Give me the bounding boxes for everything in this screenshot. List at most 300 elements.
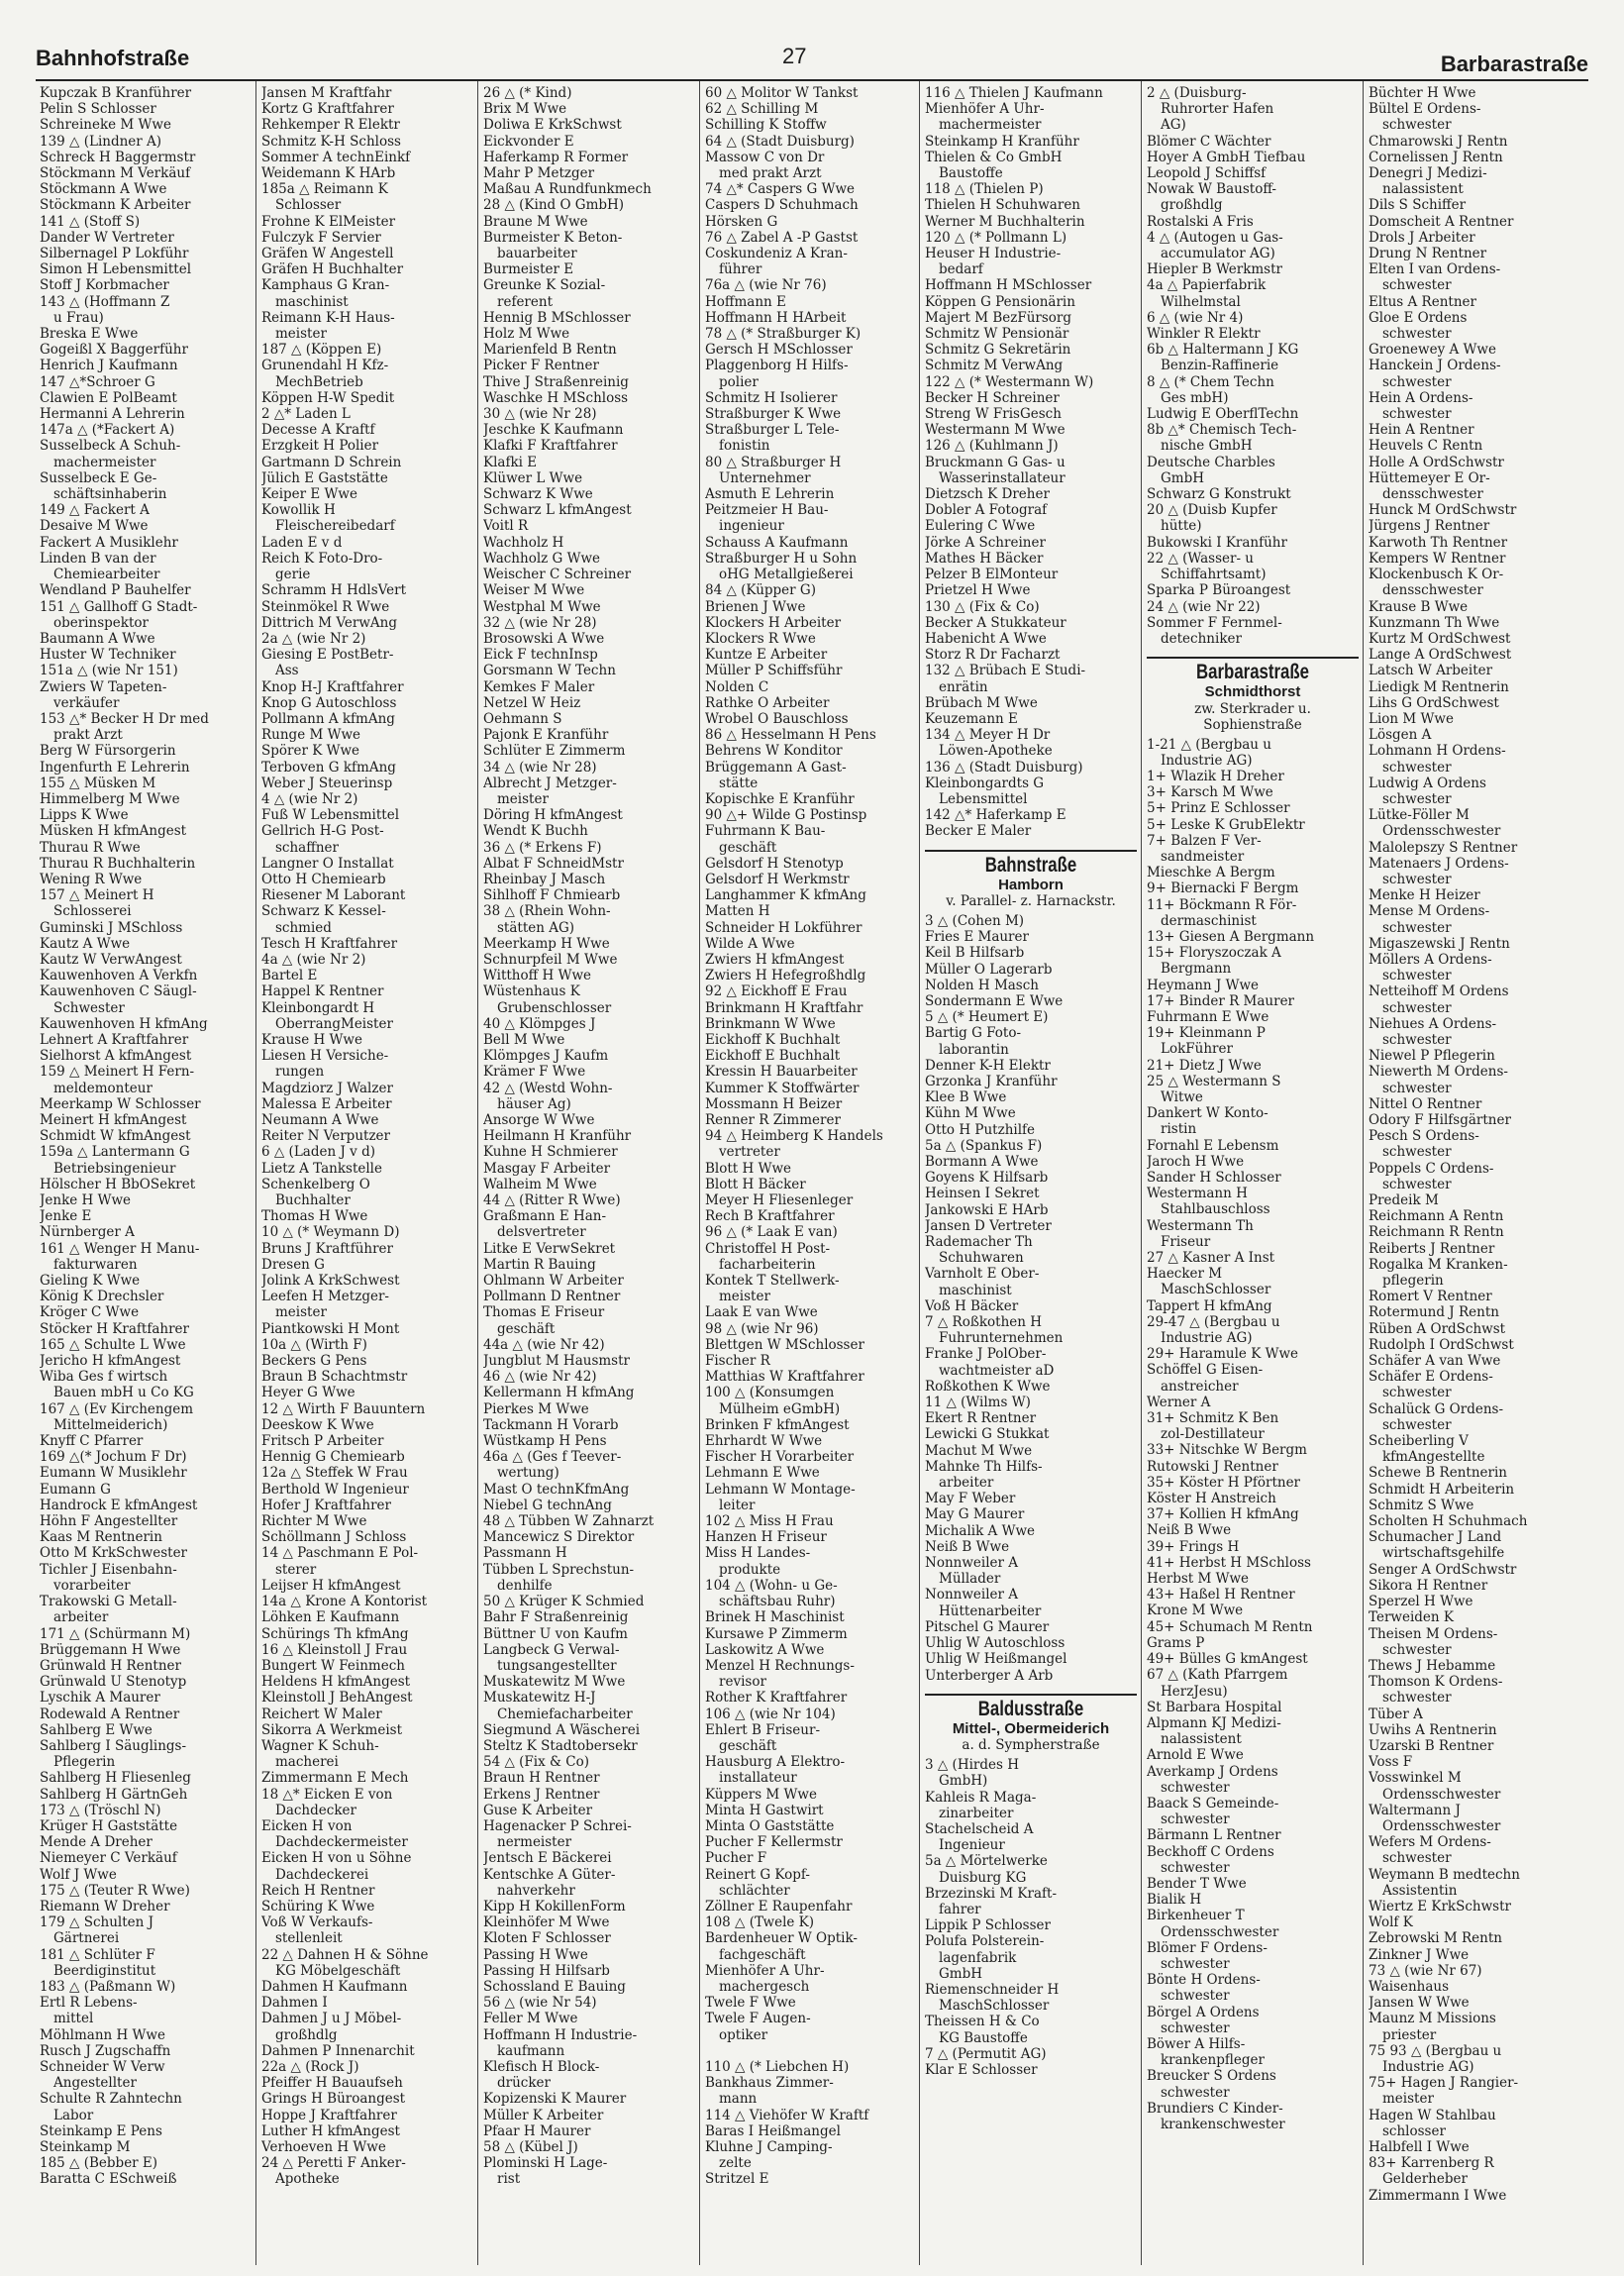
directory-entry: Schreineke M Wwe: [40, 117, 171, 134]
directory-entry: Jericho H kfmAngest: [40, 1353, 181, 1370]
directory-entry: Stachelscheid A: [925, 1820, 1034, 1837]
directory-entry: Reinert G Kopf-: [705, 1866, 810, 1883]
entry-continuation: AG): [1161, 117, 1186, 134]
directory-entry: 114 △ Viehöfer W Kraftf: [705, 2107, 869, 2123]
directory-entry: Brinek H Maschinist: [705, 1609, 845, 1626]
directory-entry: Stöcker H Kraftfahrer: [40, 1320, 189, 1337]
directory-entry: Walheim M Wwe: [483, 1176, 597, 1192]
directory-entry: 17+ Binder R Maurer: [1147, 992, 1295, 1009]
directory-entry: Hagenacker P Schrei-: [483, 1817, 632, 1834]
entry-continuation: nermeister: [497, 1834, 572, 1851]
directory-entry: Kupczak B Kranführer: [40, 85, 192, 101]
directory-entry: Clawien E PolBeamt: [40, 389, 177, 406]
directory-entry: Guse K Arbeiter: [483, 1802, 593, 1818]
directory-entry: Kopizenski K Maurer: [483, 2091, 627, 2108]
entry-continuation: Dachdecker: [275, 1802, 356, 1818]
directory-entry: 141 △ (Stoff S): [40, 213, 141, 230]
directory-entry: Maßau A Rundfunkmech: [483, 181, 652, 198]
directory-entry: Braune M Wwe: [483, 213, 588, 230]
directory-entry: Frohne K ElMeister: [261, 213, 396, 230]
entry-continuation: densschwester: [1382, 486, 1483, 503]
section-rule: [925, 1694, 1137, 1696]
entry-continuation: schwester: [1382, 1080, 1452, 1096]
directory-entry: Gellrich H-G Post-: [261, 823, 384, 840]
directory-entry: 49+ Bülles G kmAngest: [1147, 1651, 1308, 1668]
entry-continuation: schwester: [1382, 1850, 1452, 1867]
directory-entry: Meerkamp H Wwe: [483, 935, 610, 952]
directory-entry: Jenke E: [40, 1208, 92, 1225]
entry-continuation: MechBetrieb: [275, 373, 363, 390]
directory-entry: Siegmund A Wäscherei: [483, 1721, 641, 1738]
entry-continuation: machermeister: [939, 117, 1042, 134]
directory-entry: 3 △ (Hirdes H: [925, 1757, 1019, 1774]
directory-entry: Baumann A Wwe: [40, 630, 155, 647]
directory-entry: Ludwig E OberflTechn: [1147, 406, 1299, 423]
entry-continuation: u Frau): [53, 309, 104, 326]
directory-entry: Schossland E Bauing: [483, 1978, 626, 1995]
entry-continuation: wirtschaftsgehilfe: [1382, 1545, 1505, 1562]
directory-entry: 126 △ (Kuhlmann J): [925, 438, 1059, 455]
directory-entry: Muskatewitz M Wwe: [483, 1674, 626, 1691]
entry-continuation: pflegerin: [1382, 1273, 1444, 1290]
directory-entry: Lehmann E Wwe: [705, 1465, 820, 1482]
directory-entry: 122 △ (* Westermann W): [925, 373, 1094, 390]
directory-entry: 11 △ (Wilms W): [925, 1395, 1031, 1411]
directory-entry: Niehues A Ordens-: [1369, 1015, 1497, 1032]
directory-entry: 38 △ (Rhein Wohn-: [483, 903, 611, 920]
column-divider: [1141, 81, 1142, 2265]
entry-continuation: densschwester: [1382, 582, 1483, 599]
directory-entry: Himmelberg M Wwe: [40, 790, 180, 807]
entry-continuation: Schuhwaren: [939, 1250, 1024, 1267]
entry-continuation: schlosser: [1382, 2122, 1446, 2139]
directory-entry: Sahlberg E Wwe: [40, 1721, 152, 1738]
entry-continuation: schäftsbau Ruhr): [719, 1594, 836, 1610]
directory-entry: Knyff C Pfarrer: [40, 1433, 144, 1450]
directory-entry: Baratta C ESchweiß: [40, 2171, 177, 2188]
directory-entry: Wüstkamp H Pens: [483, 1433, 607, 1450]
directory-entry: Herbst M Wwe: [1147, 1571, 1250, 1588]
directory-entry: 4 △ (wie Nr 2): [261, 790, 358, 807]
directory-entry: Löhken E Kaufmann: [261, 1609, 400, 1626]
directory-entry: Ludwig A Ordens: [1369, 775, 1486, 791]
entry-continuation: Chemiearbeiter: [53, 567, 160, 583]
directory-entry: Jentsch E Bäckerei: [483, 1850, 612, 1867]
directory-entry: 22a △ (Rock J): [261, 2058, 359, 2075]
entry-continuation: häuser Ag): [497, 1095, 571, 1112]
entry-continuation: detechniker: [1161, 630, 1242, 647]
directory-entry: Hausburg A Elektro-: [705, 1754, 846, 1771]
directory-entry: Meinert H kfmAngest: [40, 1112, 187, 1128]
street-range-note: v. Parallel- z. Harnackstr.: [946, 892, 1116, 909]
directory-entry: Grings H Büroangest: [261, 2091, 406, 2108]
directory-entry: Straßburger L Tele-: [705, 422, 840, 439]
directory-entry: Lion M Wwe: [1369, 710, 1454, 727]
directory-entry: Müsken H kfmAngest: [40, 823, 187, 840]
directory-entry: 96 △ (* Laak E van): [705, 1224, 838, 1241]
directory-entry: Brüggemann H Wwe: [40, 1641, 181, 1658]
directory-entry: Becker H Schreiner: [925, 389, 1060, 406]
directory-entry: Sahlberg H GärtnGeh: [40, 1786, 188, 1803]
directory-entry: Heuvels C Rentn: [1369, 438, 1483, 455]
entry-continuation: stätte: [719, 775, 759, 791]
directory-entry: Lange A OrdSchwest: [1369, 647, 1512, 664]
directory-entry: Thews J Hebamme: [1369, 1657, 1496, 1674]
directory-entry: Nonnweiler A: [925, 1587, 1018, 1604]
directory-entry: Brinkmann H Kraftfahr: [705, 999, 863, 1016]
directory-entry: Schmitz K-H Schloss: [261, 133, 401, 150]
directory-entry: Pajonk E Kranführ: [483, 727, 609, 744]
directory-entry: Handrock E kfmAngest: [40, 1497, 198, 1513]
directory-entry: 9+ Biernacki F Bergm: [1147, 880, 1299, 897]
directory-entry: Höhn F Angestellter: [40, 1513, 178, 1530]
directory-entry: Liesen H Versiche-: [261, 1048, 389, 1065]
directory-entry: Hanckein J Ordens-: [1369, 358, 1501, 374]
directory-entry: Voss F: [1369, 1754, 1413, 1771]
directory-entry: Tüber A: [1369, 1706, 1423, 1722]
entry-continuation: Bauen mbH u Co KG: [53, 1385, 194, 1401]
directory-entry: Franke J PolOber-: [925, 1346, 1047, 1363]
directory-entry: Dahmen H Kaufmann: [261, 1978, 408, 1995]
directory-entry: 74 △* Caspers G Wwe: [705, 181, 855, 198]
directory-entry: Erkens J Rentner: [483, 1786, 600, 1803]
directory-entry: Westermann M Wwe: [925, 422, 1066, 439]
directory-entry: Rusch J Zugschaffn: [40, 2042, 171, 2059]
directory-entry: 24 △ Peretti F Anker-: [261, 2155, 406, 2172]
directory-entry: 19+ Kleinmann P: [1147, 1025, 1266, 1042]
directory-entry: Schmitz W Pensionär: [925, 326, 1069, 343]
directory-entry: Arnold E Wwe: [1147, 1747, 1244, 1764]
entry-continuation: Labor: [53, 2107, 94, 2123]
directory-column-4: [705, 85, 915, 2264]
directory-entry: Christoffel H Post-: [705, 1240, 831, 1257]
directory-entry: Wachholz H: [483, 534, 564, 551]
directory-entry: Lütke-Föller M: [1369, 807, 1470, 824]
directory-entry: Twele F Wwe: [705, 1995, 796, 2012]
directory-entry: Mathes H Bäcker: [925, 550, 1044, 567]
directory-entry: Zwiers W Tapeten-: [40, 678, 167, 695]
directory-entry: 44 △ (Ritter R Wwe): [483, 1192, 621, 1209]
directory-entry: Westermann H: [1147, 1186, 1248, 1202]
directory-entry: Langbeck G Verwal-: [483, 1641, 620, 1658]
directory-entry: Hunck M OrdSchwstr: [1369, 502, 1517, 519]
directory-entry: 73 △ (wie Nr 67): [1369, 1962, 1482, 1979]
directory-entry: Guminski J MSchloss: [40, 919, 183, 936]
entry-continuation: Schiffahrtsamt): [1161, 567, 1267, 583]
directory-entry: 18 △* Eicken E von: [261, 1786, 393, 1803]
directory-entry: Neumann A Wwe: [261, 1112, 379, 1128]
directory-entry: Mieschke A Bergm: [1147, 865, 1275, 881]
directory-entry: Klockers H Arbeiter: [705, 614, 842, 631]
entry-continuation: KG Baustoffe: [939, 2029, 1028, 2046]
directory-entry: 67 △ (Kath Pfarrgem: [1147, 1667, 1288, 1684]
directory-entry: Plominski H Lage-: [483, 2155, 608, 2172]
directory-entry: Büchter H Wwe: [1369, 85, 1476, 101]
directory-entry: Schmitz H Isolierer: [705, 389, 838, 406]
directory-entry: Sikorra A Werkmeist: [261, 1721, 403, 1738]
directory-entry: Trakowski G Metall-: [40, 1594, 177, 1610]
directory-entry: Jaroch H Wwe: [1147, 1153, 1245, 1170]
directory-entry: Stritzel E: [705, 2171, 769, 2188]
directory-entry: Thurau R Buchhalterin: [40, 855, 196, 872]
directory-entry: 10a △ (Wirth F): [261, 1336, 367, 1353]
column-divider: [699, 81, 700, 2265]
directory-entry: Hoffmann E: [705, 293, 786, 310]
directory-entry: Mienhöfer A Uhr-: [925, 101, 1045, 118]
entry-continuation: schwester: [1382, 1690, 1452, 1707]
entry-continuation: nahverkehr: [497, 1882, 575, 1899]
entry-continuation: zelte: [719, 2155, 752, 2172]
directory-entry: Zöllner E Raupenfahr: [705, 1898, 853, 1914]
directory-entry: 7 △ Roßkothen H: [925, 1314, 1043, 1331]
directory-entry: Simon H Lebensmittel: [40, 261, 192, 278]
entry-continuation: schwester: [1382, 1641, 1452, 1658]
directory-entry: Hermanni A Lehrerin: [40, 406, 185, 423]
entry-continuation: revisor: [719, 1674, 766, 1691]
directory-entry: Grünwald H Rentner: [40, 1657, 181, 1674]
directory-entry: Rodewald A Rentner: [40, 1706, 180, 1722]
directory-entry: Theissen H & Co: [925, 2014, 1040, 2030]
entry-continuation: Apotheke: [275, 2171, 340, 2188]
directory-entry: Eumann G: [40, 1481, 111, 1498]
directory-entry: 161 △ Wenger H Manu-: [40, 1240, 200, 1257]
directory-entry: Fischer H Vorarbeiter: [705, 1449, 855, 1466]
directory-entry: Predeik M: [1369, 1192, 1439, 1209]
directory-entry: 155 △ Müsken M: [40, 775, 156, 791]
entry-continuation: lagenfabrik: [939, 1949, 1017, 1966]
directory-entry: Rheinbay J Masch: [483, 871, 606, 887]
entry-continuation: anstreicher: [1161, 1378, 1239, 1395]
entry-continuation: fachgeschäft: [719, 1946, 806, 1963]
entry-continuation: zol-Destillateur: [1161, 1426, 1265, 1443]
directory-entry: Massow C von Dr: [705, 149, 825, 165]
entry-continuation: MaschSchlosser: [939, 1998, 1050, 2015]
directory-entry: Langhammer K kfmAng: [705, 887, 866, 904]
directory-entry: Brübach M Wwe: [925, 694, 1038, 711]
directory-entry: Bönte H Ordens-: [1147, 1972, 1261, 1989]
directory-entry: Spörer K Wwe: [261, 743, 360, 760]
entry-continuation: ingenieur: [719, 518, 784, 535]
directory-entry: Piantkowski H Mont: [261, 1320, 400, 1337]
directory-entry: 80 △ Straßburger H: [705, 454, 842, 470]
entry-continuation: facharbeiterin: [719, 1256, 816, 1273]
directory-entry: Nonnweiler A: [925, 1555, 1018, 1572]
directory-entry: Niebel G technAng: [483, 1497, 612, 1513]
directory-entry: Dankert W Konto-: [1147, 1105, 1269, 1122]
entry-continuation: meister: [497, 790, 549, 807]
directory-entry: Nolden H Masch: [925, 977, 1039, 993]
directory-entry: Weymann B medtechn: [1369, 1866, 1520, 1883]
directory-entry: 12 △ Wirth F Bauuntern: [261, 1400, 426, 1417]
directory-entry: Brzezinski M Kraft-: [925, 1885, 1058, 1902]
entry-continuation: krankenpfleger: [1161, 2052, 1265, 2069]
street-section-header: [925, 1694, 1137, 1753]
directory-entry: Poppels C Ordens-: [1369, 1160, 1494, 1177]
directory-entry: Wolf J Wwe: [40, 1866, 117, 1883]
directory-entry: Jörke A Schreiner: [925, 534, 1046, 551]
directory-entry: Passing H Wwe: [483, 1946, 588, 1963]
directory-entry: 6 △ (Laden J v d): [261, 1144, 375, 1161]
directory-entry: Gelsdorf H Werkmstr: [705, 871, 850, 887]
directory-entry: Behrens W Konditor: [705, 743, 843, 760]
directory-entry: Brinken F kfmAngest: [705, 1416, 850, 1433]
directory-entry: Hoppe J Kraftfahrer: [261, 2107, 397, 2123]
entry-continuation: Beerdiginstitut: [53, 1962, 156, 1979]
directory-entry: 116 △ Thielen J Kaufmann: [925, 85, 1103, 101]
directory-entry: Wendt K Buchh: [483, 823, 588, 840]
directory-entry: 6b △ Haltermann J KG: [1147, 342, 1299, 359]
directory-entry: Netzel W Heiz: [483, 694, 581, 711]
directory-entry: Gorsmann W Techn: [483, 663, 616, 679]
directory-entry: Möhlmann H Wwe: [40, 2026, 165, 2043]
directory-entry: Gieling K Wwe: [40, 1273, 141, 1290]
directory-entry: Feller M Wwe: [483, 2011, 578, 2027]
directory-entry: 40 △ Klömpges J: [483, 1015, 596, 1032]
directory-entry: Cornelissen J Rentn: [1369, 149, 1503, 165]
directory-entry: Reichmann R Rentn: [1369, 1224, 1504, 1241]
entry-continuation: Industrie AG): [1382, 2058, 1474, 2075]
entry-continuation: schwester: [1382, 1144, 1452, 1161]
directory-entry: 167 △ (Ev Kirchengem: [40, 1400, 193, 1417]
directory-entry: Westermann Th: [1147, 1217, 1254, 1234]
entry-continuation: wachtmeister aD: [939, 1362, 1055, 1379]
district-name: Schmidthorst: [1204, 683, 1301, 701]
entry-continuation: drücker: [497, 2075, 551, 2092]
directory-entry: Henrich J Kaufmann: [40, 358, 178, 374]
directory-entry: St Barbara Hospital: [1147, 1699, 1282, 1715]
directory-entry: Happel K Rentner: [261, 983, 384, 1000]
directory-entry: Brinkmann W Wwe: [705, 1015, 836, 1032]
directory-entry: Scholten H Schuhmach: [1369, 1513, 1528, 1530]
directory-entry: Mahnke Th Hilfs-: [925, 1458, 1043, 1475]
directory-entry: 151 △ Gallhoff G Stadt-: [40, 598, 198, 615]
street-range-note: zw. Sterkrader u.: [1194, 700, 1311, 717]
directory-entry: Klefisch H Block-: [483, 2058, 600, 2075]
directory-entry: 134 △ Meyer H Dr: [925, 727, 1051, 744]
directory-entry: Wiertz E KrkSchwstr: [1369, 1898, 1511, 1914]
directory-entry: 7+ Balzen F Ver-: [1147, 832, 1262, 849]
directory-entry: 106 △ (wie Nr 104): [705, 1706, 836, 1722]
directory-entry: Heymann J Wwe: [1147, 977, 1260, 993]
directory-entry: 143 △ (Hoffmann Z: [40, 293, 170, 310]
directory-entry: Netteihoff M Ordens: [1369, 983, 1509, 1000]
directory-entry: Knop G Autoschloss: [261, 694, 397, 711]
directory-entry: Straßburger K Wwe: [705, 406, 842, 423]
directory-entry: Beckhoff C Ordens: [1147, 1843, 1274, 1860]
directory-entry: Gräfen H Buchhalter: [261, 261, 404, 278]
directory-entry: Langner O Installat: [261, 855, 394, 872]
directory-entry: Heldens H kfmAngest: [261, 1674, 411, 1691]
entry-continuation: geschäft: [719, 839, 777, 856]
entry-continuation: laborantin: [939, 1041, 1009, 1058]
directory-entry: Schäfer E Ordens-: [1369, 1369, 1493, 1386]
entry-continuation: Industrie AG): [1161, 1330, 1253, 1347]
directory-entry: Lipps K Wwe: [40, 807, 129, 824]
directory-entry: Heilmann H Kranführ: [483, 1128, 632, 1145]
directory-entry: Fornahl E Lebensm: [1147, 1137, 1279, 1154]
entry-continuation: schwester: [1161, 2019, 1230, 2036]
directory-entry: Krause B Wwe: [1369, 598, 1469, 615]
directory-entry: 5a △ (Spankus F): [925, 1137, 1043, 1154]
directory-entry: Lehnert A Kraftfahrer: [40, 1031, 189, 1048]
directory-entry: Pucher F: [705, 1850, 767, 1867]
directory-entry: Haecker M: [1147, 1266, 1223, 1283]
entry-continuation: tungsangestellter: [497, 1657, 617, 1674]
directory-entry: Kauwenhoven C Säugl-: [40, 983, 197, 1000]
directory-entry: Eickvonder E: [483, 133, 574, 150]
directory-entry: Klockenbusch K Or-: [1369, 567, 1504, 583]
directory-entry: 2 △* Laden L: [261, 406, 351, 423]
directory-entry: Zimmermann E Mech: [261, 1770, 409, 1787]
directory-entry: Braun H Rentner: [483, 1770, 600, 1787]
directory-entry: 142 △* Haferkamp E: [925, 807, 1066, 824]
directory-entry: 183 △ (Paßmann W): [40, 1978, 176, 1995]
directory-entry: 7 △ (Permutit AG): [925, 2045, 1047, 2062]
directory-entry: Büttner U von Kaufm: [483, 1625, 628, 1642]
directory-entry: Stöckmann K Arbeiter: [40, 197, 191, 214]
directory-entry: Peitzmeier H Bau-: [705, 502, 829, 519]
directory-entry: Habenicht A Wwe: [925, 630, 1047, 647]
directory-entry: Linden B van der: [40, 550, 156, 567]
directory-entry: Fackert A Musiklehr: [40, 534, 178, 551]
directory-entry: Kuhne H Schmierer: [483, 1144, 618, 1161]
directory-entry: Schwarz G Konstrukt: [1147, 486, 1291, 503]
directory-entry: Majert M BezFürsorg: [925, 309, 1072, 326]
directory-entry: Wagner K Schuh-: [261, 1737, 379, 1754]
directory-entry: 185 △ (Bebber E): [40, 2155, 158, 2172]
entry-continuation: Industrie AG): [1161, 752, 1253, 769]
directory-entry: Richter M Wwe: [261, 1513, 367, 1530]
directory-entry: Blömer C Wächter: [1147, 133, 1271, 150]
entry-continuation: ristin: [1161, 1121, 1197, 1138]
header-rule: [36, 79, 1588, 81]
directory-entry: Susselbeck E Ge-: [40, 469, 157, 486]
directory-column-5: [925, 85, 1137, 2264]
directory-entry: Nittel O Rentner: [1369, 1095, 1482, 1112]
directory-entry: 32 △ (wie Nr 28): [483, 614, 597, 631]
entry-continuation: Betriebsingenieur: [53, 1160, 176, 1177]
directory-entry: Heinsen I Sekret: [925, 1186, 1040, 1202]
directory-entry: Fuhrmann E Wwe: [1147, 1008, 1269, 1025]
directory-entry: 48 △ Tübben W Zahnarzt: [483, 1513, 655, 1530]
entry-continuation: accumulator AG): [1161, 246, 1275, 262]
directory-entry: Doliwa E KrkSchwst: [483, 117, 622, 134]
directory-entry: 1-21 △ (Bergbau u: [1147, 736, 1271, 753]
directory-entry: Jülich E Gaststätte: [261, 469, 388, 486]
directory-entry: Minta H Gastwirt: [705, 1802, 824, 1818]
entry-continuation: denhilfe: [497, 1577, 553, 1594]
directory-entry: Schlüter E Zimmerm: [483, 743, 626, 760]
entry-continuation: bauarbeiter: [497, 246, 577, 262]
directory-entry: Werner A: [1147, 1394, 1211, 1410]
directory-entry: Thielen & Co GmbH: [925, 149, 1063, 165]
directory-entry: Lippik P Schlosser: [925, 1917, 1051, 1934]
directory-entry: Sondermann E Wwe: [925, 992, 1064, 1009]
directory-entry: Kortz G Kraftfahrer: [261, 101, 394, 118]
directory-entry: 75+ Hagen J Rangier-: [1369, 2075, 1519, 2092]
directory-entry: Riesener M Laborant: [261, 887, 406, 904]
directory-entry: 42 △ (Westd Wohn-: [483, 1080, 613, 1096]
entry-continuation: Hüttenarbeiter: [939, 1603, 1042, 1619]
directory-entry: 39+ Frings H: [1147, 1538, 1240, 1555]
directory-entry: Haferkamp R Former: [483, 149, 629, 165]
directory-entry: Kluhne J Camping-: [705, 2139, 833, 2155]
directory-entry: Verhoeven H Wwe: [261, 2139, 386, 2155]
directory-entry: Breska E Wwe: [40, 326, 139, 343]
directory-entry: 1+ Wlazik H Dreher: [1147, 768, 1284, 784]
directory-entry: 3 △ (Cohen M): [925, 912, 1025, 929]
entry-continuation: GmbH): [939, 1773, 988, 1790]
